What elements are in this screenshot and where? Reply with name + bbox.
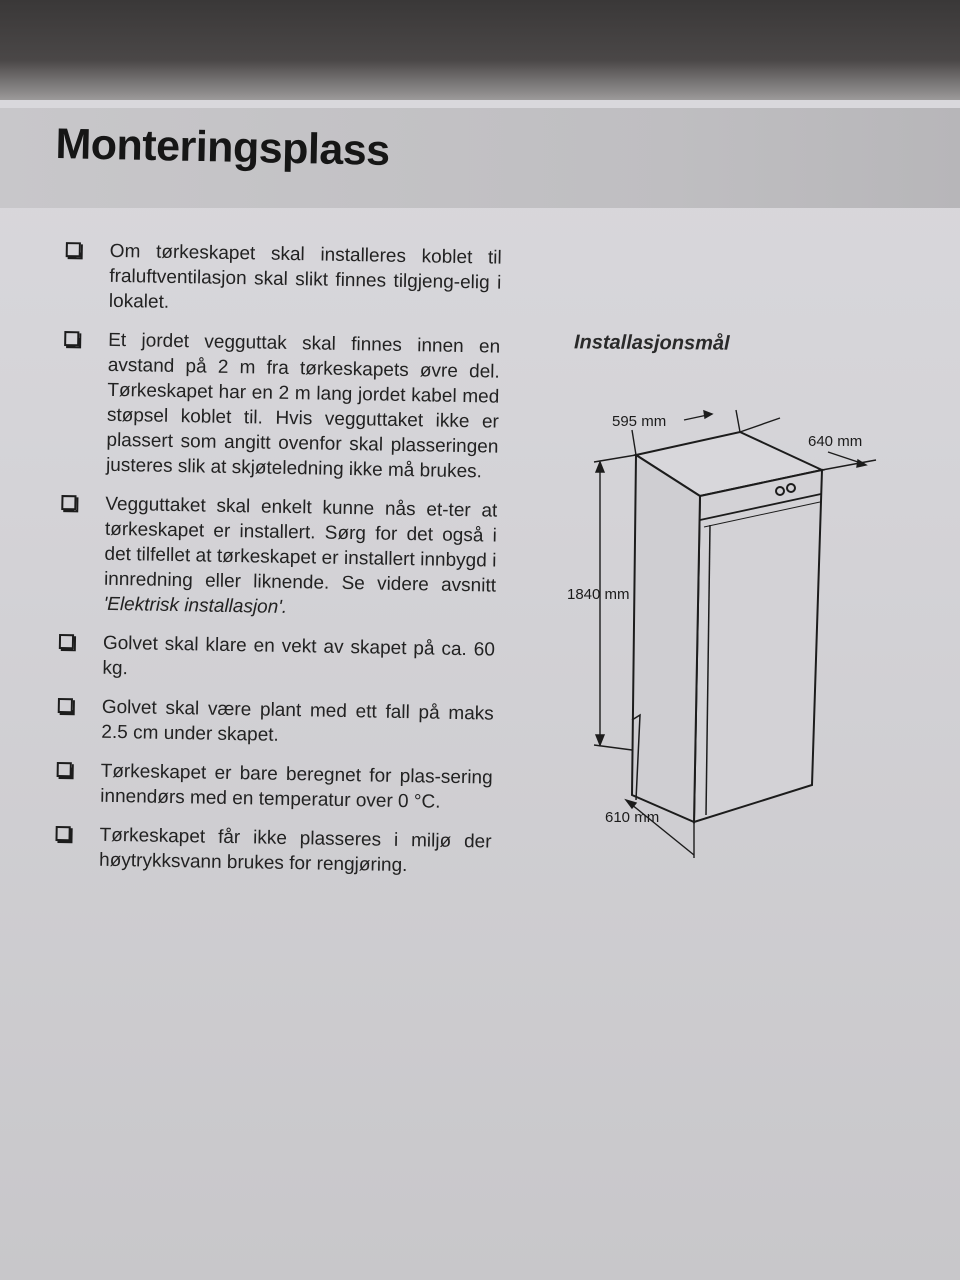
checkbox-icon (64, 331, 79, 346)
list-item-text: Om tørkeskapet skal installeres koblet til fraluftventilasjon skal slikt finnes tilgjeng-elig i lokalet. (108, 240, 502, 313)
list-item (51, 822, 492, 880)
control-knob (787, 484, 795, 492)
list-item (61, 238, 502, 321)
bottom-depth-dimension-label: 610 mm (605, 809, 660, 826)
list-item (54, 630, 495, 688)
height-dimension-label: 1840 mm (567, 586, 630, 603)
list-item-text: Et jordet vegguttak skal finnes innen en avstand på 2 m fra tørkeskapets øvre del. Tørkeskapet har en 2 m lang jordet kabel med støpsel koblet til. Hvis vegguttaket ikke er plassert som angitt ovenfor skal plasseringen justeres slik at skjøteledning ikke må brukes. (105, 329, 501, 483)
checkbox-icon (66, 242, 81, 257)
installation-diagram (560, 320, 900, 880)
width-dimension-label: 595 mm (612, 413, 667, 430)
checkbox-icon (58, 698, 73, 713)
list-item-text (103, 492, 497, 624)
list-item-text: Golvet skal være plant med ett fall på maks 2.5 cm under skapet. (101, 696, 494, 746)
checkbox-icon (59, 634, 74, 649)
list-item (53, 694, 494, 752)
list-item (55, 491, 497, 624)
list-item-text: Tørkeskapet er bare beregnet for plas-sering innendørs med en temperatur over 0 °C. (100, 760, 493, 813)
checklist (51, 238, 502, 894)
list-item (52, 758, 493, 816)
cabinet-front (694, 470, 822, 822)
list-item-text-main: Vegguttaket skal enkelt kunne nås et-ter at tørkeskapet er installert. Sørg for det også i det tilfellet at tørkeskapet er installert innbygd i innredning eller liknende. Se videre avsnitt (103, 493, 498, 597)
diagram-title: Installasjonsmål (573, 331, 730, 355)
list-item (58, 327, 501, 485)
page-title: Monteringsplass (54, 120, 391, 175)
list-item-text-italic: 'Elektrisk installasjon'. (103, 593, 288, 618)
cabinet-side (632, 455, 700, 822)
control-knob (776, 487, 784, 495)
depth-dimension-label: 640 mm (808, 433, 863, 450)
checkbox-icon (61, 495, 76, 510)
checkbox-icon (55, 826, 70, 841)
checkbox-icon (57, 762, 72, 777)
list-item-text: Golvet skal klare en vekt av skapet på ca. 60 kg. (102, 632, 496, 680)
list-item-text: Tørkeskapet får ikke plasseres i miljø der høytrykksvann brukes for rengjøring. (98, 824, 492, 877)
